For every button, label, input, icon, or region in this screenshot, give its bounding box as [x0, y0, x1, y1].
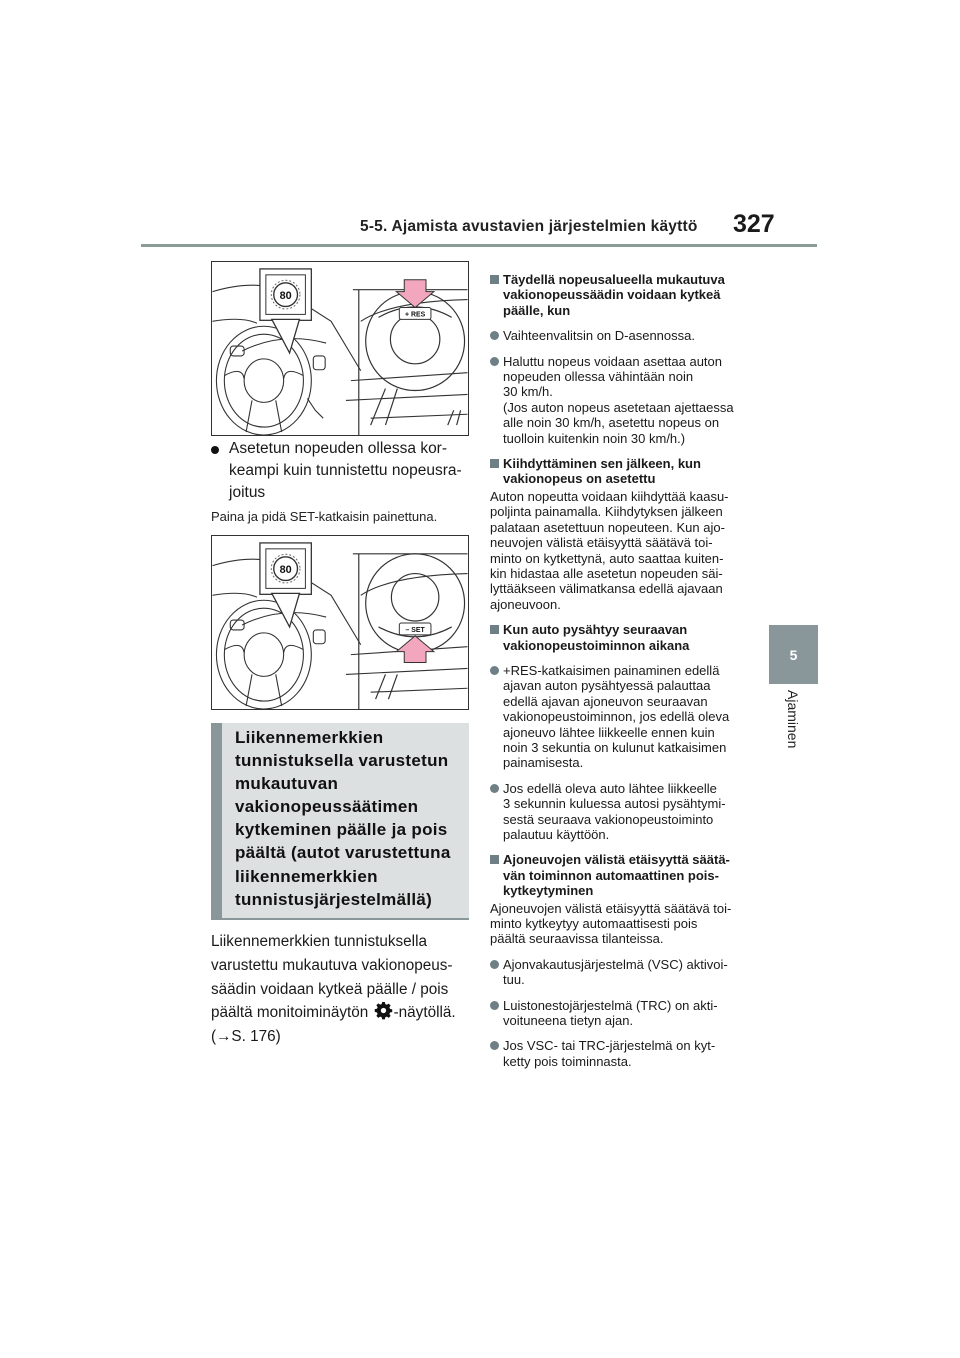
- section-heading-line-5: kytkeminen päälle ja pois: [235, 820, 448, 840]
- subheading-line: Kiihdyttäminen sen jälkeen, kun: [503, 456, 701, 472]
- body-text: -näytöllä.: [393, 1004, 456, 1022]
- list-item-line: ajavan auton pysähtyessä palauttaa: [503, 678, 711, 694]
- list-item-line: tuolloin kuitenkin noin 30 km/h.): [503, 430, 686, 446]
- section-heading-box: [211, 723, 469, 920]
- section-heading-line-3: mukautuvan: [235, 774, 339, 794]
- circle-bullet-icon: [490, 1001, 499, 1010]
- list-item-line: alle noin 30 km/h, asetettu nopeus on: [503, 415, 720, 431]
- list-item-line: palautuu käyttöön.: [503, 827, 610, 842]
- speed-display-value-2: 80: [279, 564, 292, 577]
- subheading-line: vakionopeus on asetettu: [503, 471, 656, 487]
- subheading-line: kytkeytyminen: [503, 883, 594, 899]
- paragraph-line: lyttääkseen välimatkansa edellä ajavaan: [490, 581, 723, 597]
- body-text: päältä monitoiminäytön: [211, 1004, 373, 1022]
- paragraph-line: ajoneuvoon.: [490, 596, 561, 612]
- circle-bullet-icon: [490, 960, 499, 969]
- section-heading-line-6: päältä (autot varustettuna: [235, 843, 451, 863]
- set-instruction: Paina ja pidä SET-katkaisin painettuna.: [211, 509, 438, 524]
- page-header: [0, 0, 960, 250]
- paragraph-line: poljinta painamalla. Kiihdytyksen jälkeen: [490, 504, 723, 520]
- subheading-line: vän toiminnon automaattinen pois-: [503, 867, 719, 883]
- press-arrow-icon: [396, 280, 434, 308]
- list-item-line: ajoneuvo lähtee liikkeelle ennen kuin: [503, 724, 715, 740]
- list-item-line: Vaihteenvalitsin on D-asennossa.: [503, 328, 695, 344]
- list-item-line: Jos VSC- tai TRC-järjestelmä on kyt-: [503, 1038, 716, 1054]
- body-line-with-icon: [211, 1001, 473, 1025]
- list-item: [490, 781, 750, 843]
- gear-icon: [374, 1001, 393, 1020]
- chapter-tab: 5: [769, 625, 818, 684]
- right-column: [490, 272, 750, 1069]
- paragraph: [490, 489, 750, 612]
- square-bullet-icon: [490, 855, 499, 864]
- paragraph-line: minto kytkeytyy automaattisesti pois: [490, 916, 698, 932]
- subheading-line: Täydellä nopeusalueella mukautuva: [503, 272, 725, 287]
- illustration-res-button: [211, 261, 469, 436]
- page-number: 327: [733, 210, 775, 238]
- list-item-line: nopeuden ollessa vähintään noin: [503, 369, 694, 385]
- bullet-heading-line-1: Asetetun nopeuden ollessa kor-: [229, 440, 448, 457]
- steering-wheel-illustration: [212, 262, 468, 435]
- list-item: [490, 1038, 750, 1069]
- subheading-vehicle-stops: [490, 622, 750, 653]
- paragraph-line: palataan asetettuun nopeuteen. Kun ajo-: [490, 519, 725, 535]
- subheading-line: vakionopeussäädin voidaan kytkeä: [503, 287, 721, 303]
- list-item: [490, 663, 750, 771]
- subheading-line: Kun auto pysähtyy seuraavan: [503, 622, 688, 638]
- circle-bullet-icon: [490, 357, 499, 366]
- list-item-line: Ajonvakautusjärjestelmä (VSC) aktivoi-: [503, 956, 728, 972]
- paragraph-line: neuvojen välistä etäisyyttä säätävä toi-: [490, 535, 713, 551]
- list-item-line: sestä seuraava vakionopeustoiminto: [503, 811, 714, 827]
- illustration-set-button: [211, 535, 469, 710]
- section-heading-line-8: tunnistusjärjestelmällä): [235, 889, 433, 909]
- paragraph-line: Ajoneuvojen välistä etäisyyttä säätävä toi-: [490, 900, 732, 916]
- bullet-heading: [211, 438, 473, 504]
- square-bullet-icon: [490, 625, 499, 634]
- bullet-dot-icon: [211, 446, 219, 454]
- body-line: säädin voidaan kytkeä päälle / pois: [211, 980, 449, 998]
- list-item: [490, 998, 750, 1029]
- section-heading-line-4: vakionopeussäätimen: [235, 797, 419, 817]
- subheading-auto-disable: [490, 852, 750, 898]
- list-item-line: Luistonestojärjestelmä (TRC) on akti-: [503, 997, 718, 1013]
- subheading-acceleration: [490, 456, 750, 487]
- body-line: varustettu mukautuva vakionopeus-: [211, 956, 453, 974]
- bullet-heading-line-3: joitus: [229, 484, 266, 501]
- press-arrow-up-icon: [396, 636, 434, 663]
- circle-bullet-icon: [490, 784, 499, 793]
- speed-display-value: 80: [279, 290, 292, 303]
- square-bullet-icon: [490, 275, 499, 284]
- body-paragraph: [211, 930, 473, 1049]
- paragraph-line: kin hidastaa alle asetetun nopeuden säi-: [490, 565, 723, 581]
- list-item-line: vakionopeustoiminnon, jos edellä oleva: [503, 709, 730, 725]
- section-heading-line-7: liikennemerkkien: [235, 866, 378, 886]
- subheading-line: Ajoneuvojen välistä etäisyyttä säätä-: [503, 852, 730, 868]
- header-divider: [141, 244, 817, 247]
- page-reference-link[interactable]: (→S. 176): [211, 1028, 281, 1046]
- chapter-label-wrap: [784, 690, 806, 790]
- circle-bullet-icon: [490, 666, 499, 675]
- set-button-label: – SET: [405, 626, 425, 634]
- list-item-line: ketty pois toiminnasta.: [503, 1053, 632, 1069]
- square-bullet-icon: [490, 459, 499, 468]
- list-item-line: Jos edellä oleva auto lähtee liikkeelle: [503, 780, 717, 796]
- list-item-line: voituneena tietyn ajan.: [503, 1013, 634, 1029]
- bullet-heading-line-2: keampi kuin tunnistettu nopeusra-: [229, 462, 462, 479]
- section-heading-line-2: tunnistuksella varustetun: [235, 751, 449, 771]
- list-item-line: +RES-katkaisimen painaminen edellä: [503, 662, 720, 678]
- list-item-line: edellä ajavan ajoneuvon seuraavan: [503, 693, 708, 709]
- paragraph-line: Auton nopeutta voidaan kiihdyttää kaasu-: [490, 488, 729, 504]
- subheading-line: päälle, kun: [503, 302, 571, 318]
- list-item-line: noin 3 sekuntia on kulunut katkaisimen: [503, 739, 727, 755]
- list-item: [490, 957, 750, 988]
- paragraph-line: minto on kytkettynä, auto saattaa kuiten-: [490, 550, 724, 566]
- section-title: 5-5. Ajamista avustavien järjestelmien käyttö: [360, 218, 698, 235]
- paragraph-line: päältä seuraavissa tilanteissa.: [490, 931, 664, 947]
- chapter-label: Ajaminen: [785, 690, 801, 749]
- paragraph: [490, 901, 750, 947]
- list-item-line: Haluttu nopeus voidaan asettaa auton: [503, 353, 723, 369]
- subheading-full-speed-range: [490, 272, 750, 318]
- body-line: Liikennemerkkien tunnistuksella: [211, 933, 427, 950]
- list-item-line: (Jos auton nopeus asetetaan ajettaessa: [503, 399, 734, 415]
- subheading-line: vakionopeustoiminnon aikana: [503, 637, 690, 653]
- list-item-line: tuu.: [503, 972, 525, 988]
- list-item-line: 3 sekunnin kuluessa autosi pysähtymi-: [503, 796, 726, 812]
- list-item: [490, 354, 750, 446]
- list-item-line: 30 km/h.: [503, 384, 553, 400]
- res-button-label: + RES: [405, 311, 426, 319]
- list-item: [490, 328, 750, 343]
- section-heading-line-1: Liikennemerkkien: [235, 728, 384, 747]
- steering-wheel-illustration-2: [212, 536, 468, 709]
- list-item-line: painamisesta.: [503, 755, 584, 771]
